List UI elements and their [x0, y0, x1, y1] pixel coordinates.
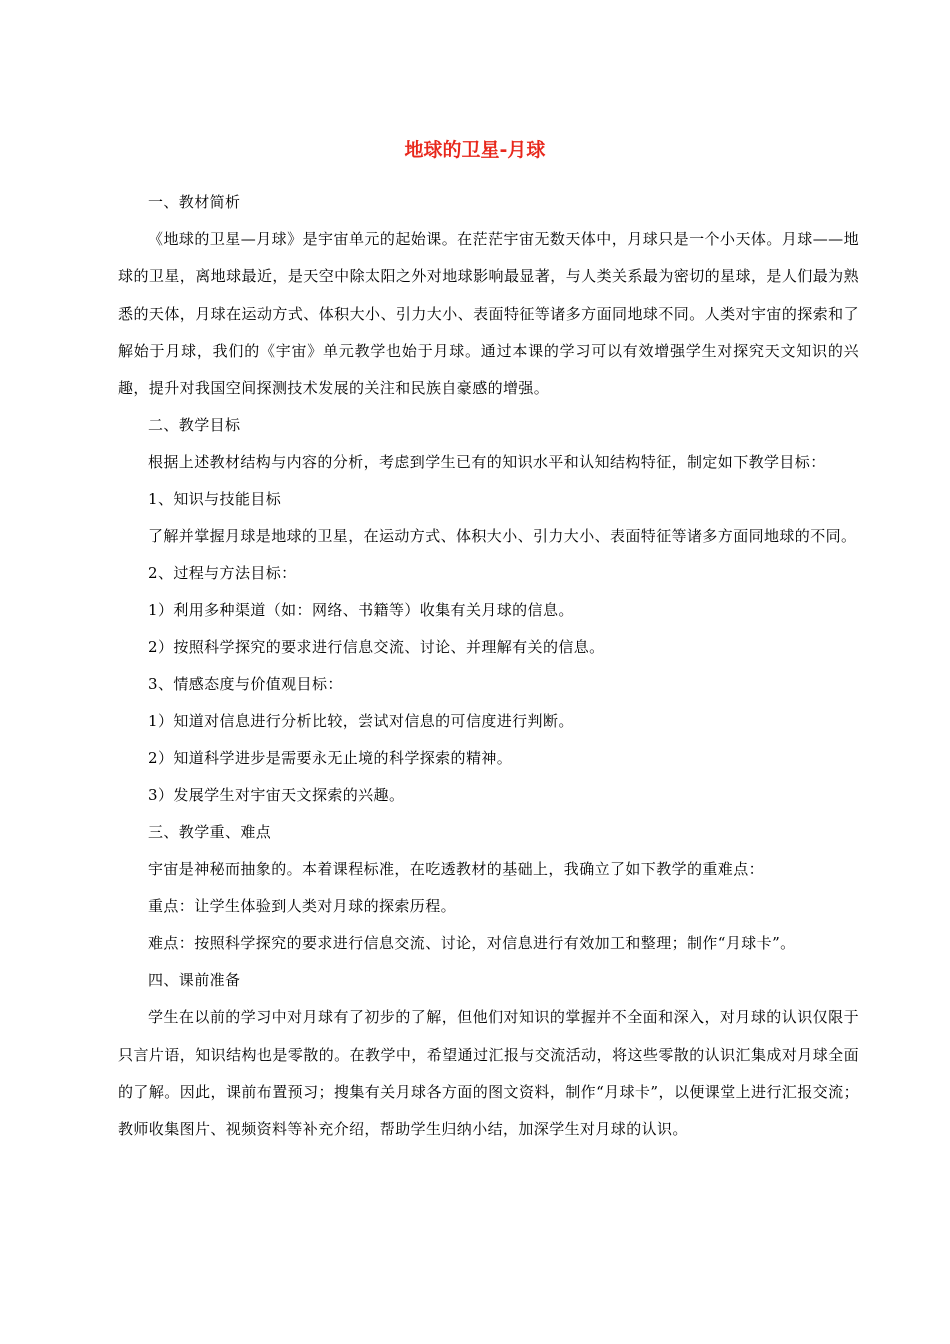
section-heading-2: 二、教学目标 [148, 416, 241, 435]
paragraph-knowledge-skills: 了解并掌握月球是地球的卫星，在运动方式、体积大小、引力大小、表面特征等诸多方面同地球的不同。 [148, 527, 857, 546]
paragraph-textbook-analysis: 《地球的卫星—月球》是宇宙单元的起始课。在茫茫宇宙无数天体中，月球只是一个小天体。月球——地球的卫星，离地球最近，是天空中除太阳之外对地球影响最显著，与人类关系最为密切的星球，是人们最为熟悉的天体，月球在运动方式、体积大小、引力大小、表面特征等诸多方面同地球不同。人类对宇宙的探索和了解始于月球，我们的《宇宙》单元教学也始于月球。通过本课的学习可以有效增强学生对探究天文知识的兴趣，提升对我国空间探测技术发展的关注和民族自豪感的增强。 [118, 230, 859, 398]
paragraph-goals-intro: 根据上述教材结构与内容的分析，考虑到学生已有的知识水平和认知结构特征，制定如下教学目标： [148, 453, 826, 472]
section-heading-1: 一、教材简析 [148, 193, 241, 211]
list-item: 1）知道对信息进行分析比较，尝试对信息的可信度进行判断。 [148, 712, 574, 731]
list-item: 3）发展学生对宇宙天文探索的兴趣。 [148, 786, 405, 805]
list-item: 2）知道科学进步是需要永无止境的科学探索的精神。 [148, 749, 513, 768]
paragraph-key-points-intro: 宇宙是神秘而抽象的。本着课程标准，在吃透教材的基础上，我确立了如下教学的重难点： [148, 860, 765, 879]
section-heading-4: 四、课前准备 [148, 971, 241, 990]
document-title: 地球的卫星-月球 [404, 139, 546, 161]
subheading-knowledge-skills: 1、知识与技能目标 [148, 490, 282, 509]
document-body [118, 184, 859, 1149]
subheading-attitude-values: 3、情感态度与价值观目标： [148, 675, 343, 694]
list-item: 2）按照科学探究的要求进行信息交流、讨论、并理解有关的信息。 [148, 638, 605, 657]
list-item: 1）利用多种渠道（如：网络、书籍等）收集有关月球的信息。 [148, 601, 574, 620]
paragraph-difficult-point: 难点：按照科学探究的要求进行信息交流、讨论，对信息进行有效加工和整理；制作“月球卡”。 [148, 934, 796, 953]
subheading-process-methods: 2、过程与方法目标： [148, 564, 297, 583]
paragraph-preparation: 学生在以前的学习中对月球有了初步的了解，但他们对知识的掌握并不全面和深入，对月球的认识仅限于只言片语，知识结构也是零散的。在教学中，希望通过汇报与交流活动，将这些零散的认识汇集成对月球全面的了解。因此，课前布置预习；搜集有关月球各方面的图文资料，制作“月球卡”，以便课堂上进行汇报交流；教师收集图片、视频资料等补充介绍，帮助学生归纳小结，加深学生对月球的认识。 [118, 1008, 859, 1139]
paragraph-key-point: 重点：让学生体验到人类对月球的探索历程。 [148, 897, 457, 916]
section-heading-3: 三、教学重、难点 [148, 823, 272, 842]
